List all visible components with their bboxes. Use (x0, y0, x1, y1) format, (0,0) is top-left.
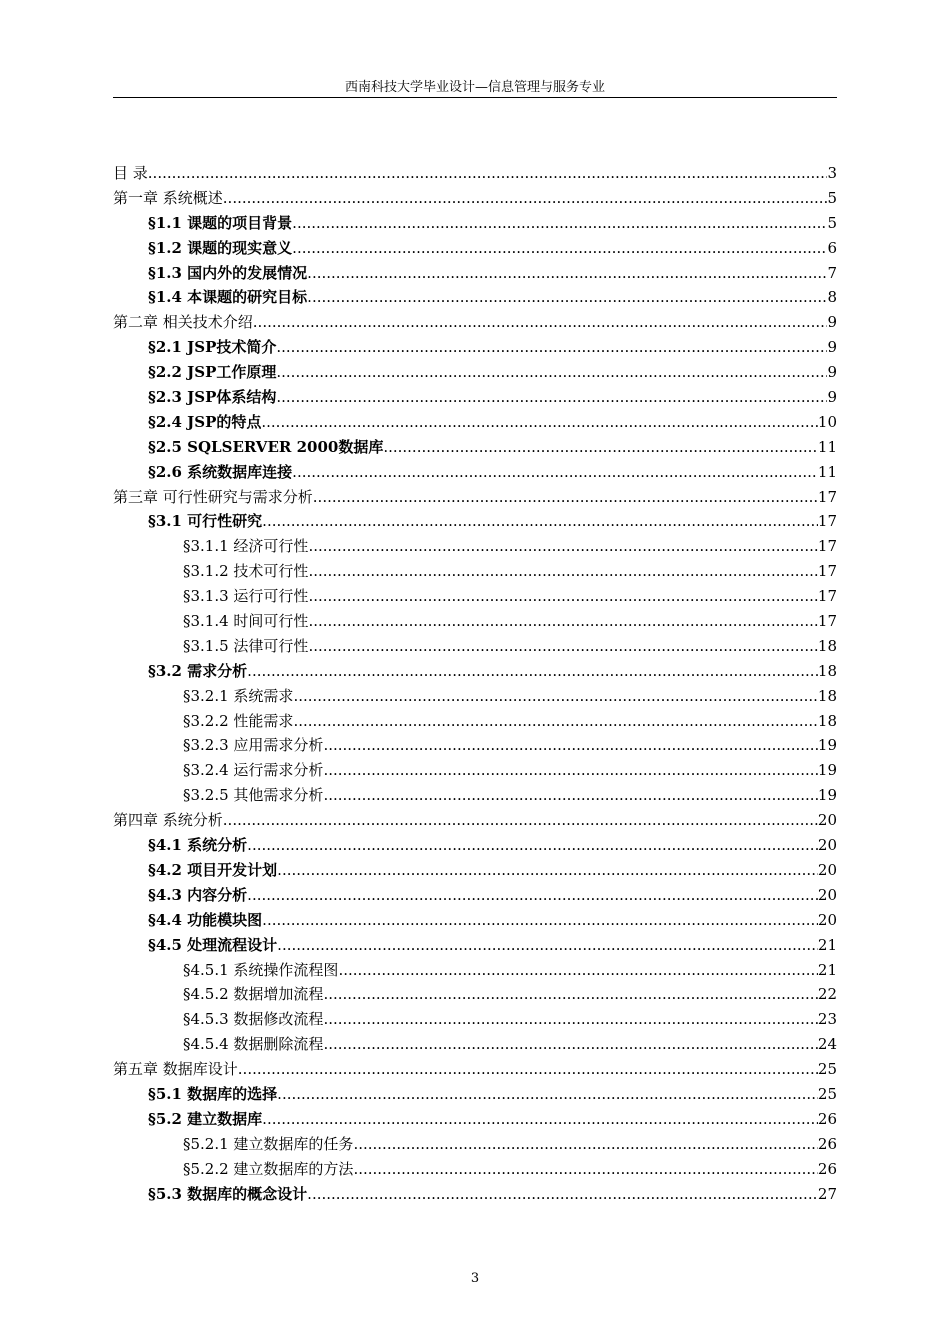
toc-entry-title: 第三章 可行性研究与需求分析 (113, 487, 313, 506)
toc-entry[interactable] (113, 584, 837, 609)
toc-leader-dots (313, 485, 818, 510)
toc-entry-page: 25 (817, 1084, 837, 1103)
toc-entry-page: 17 (817, 537, 837, 556)
toc-entry-title: §5.2.2 建立数据库的方法 (183, 1159, 354, 1178)
toc-entry-title: §4.4 功能模块图 (148, 910, 263, 929)
toc-leader-dots (292, 460, 818, 485)
toc-leader-dots (247, 659, 818, 684)
toc-entry[interactable] (113, 1007, 837, 1032)
toc-leader-dots (293, 684, 817, 709)
toc-entry-title: §4.5.4 数据删除流程 (183, 1035, 324, 1054)
toc-entry-page: 26 (817, 1109, 837, 1128)
toc-leader-dots (323, 733, 817, 758)
toc-entry-page: 17 (817, 612, 837, 631)
toc-leader-dots (323, 783, 817, 808)
toc-entry-title: 第二章 相关技术介绍 (113, 313, 253, 332)
toc-entry[interactable] (113, 1082, 837, 1107)
toc-entry-page: 17 (817, 512, 837, 531)
toc-entry-title: §3.1.4 时间可行性 (183, 612, 309, 631)
toc-entry[interactable] (113, 186, 837, 211)
toc-entry[interactable] (113, 808, 837, 833)
toc-entry-page: 19 (817, 786, 837, 805)
toc-leader-dots (277, 858, 818, 883)
header-rule (113, 97, 837, 98)
toc-entry-page: 5 (827, 188, 837, 207)
toc-entry-title: §3.2.3 应用需求分析 (183, 736, 324, 755)
toc-entry-page: 19 (817, 736, 837, 755)
toc-entry-title: 第四章 系统分析 (113, 811, 223, 830)
toc-entry-title: §1.4 本课题的研究目标 (148, 288, 308, 307)
toc-entry-title: §2.4 JSP的特点 (148, 412, 262, 431)
toc-entry[interactable] (113, 335, 837, 360)
toc-entry-page: 20 (817, 836, 837, 855)
toc-entry-page: 20 (817, 860, 837, 879)
toc-entry-title: §2.1 JSP技术简介 (148, 338, 277, 357)
toc-entry[interactable] (113, 360, 837, 385)
toc-entry-title: §5.2 建立数据库 (148, 1109, 263, 1128)
toc-entry[interactable] (113, 908, 837, 933)
toc-entry-page: 18 (817, 636, 837, 655)
toc-entry[interactable] (113, 559, 837, 584)
toc-leader-dots (262, 908, 818, 933)
toc-entry-page: 9 (827, 388, 837, 407)
toc-entry[interactable] (113, 435, 837, 460)
toc-entry-title: §4.5.1 系统操作流程图 (183, 960, 339, 979)
toc-entry[interactable] (113, 783, 837, 808)
toc-entry-page: 6 (827, 238, 837, 257)
table-of-contents (113, 161, 837, 1206)
toc-entry[interactable] (113, 509, 837, 534)
toc-leader-dots (307, 285, 827, 310)
toc-entry-title: §4.5.2 数据增加流程 (183, 985, 324, 1004)
toc-leader-dots (353, 1132, 817, 1157)
toc-leader-dots (262, 509, 818, 534)
toc-entry-page: 22 (817, 985, 837, 1004)
page-header: 西南科技大学毕业设计—信息管理与服务专业 (344, 80, 605, 95)
toc-entry-page: 3 (827, 164, 837, 182)
toc-entry-title: §3.1.2 技术可行性 (183, 562, 309, 581)
toc-entry[interactable] (113, 933, 837, 958)
toc-leader-dots (276, 360, 827, 385)
toc-leader-dots (323, 758, 817, 783)
toc-leader-dots (277, 933, 818, 958)
toc-entry-page: 7 (827, 263, 837, 282)
toc-entry[interactable] (113, 1057, 837, 1082)
toc-leader-dots (247, 833, 818, 858)
toc-entry-title: §2.3 JSP体系结构 (148, 388, 277, 407)
toc-leader-dots (223, 808, 818, 833)
toc-leader-dots (308, 584, 817, 609)
toc-entry-page: 25 (817, 1060, 837, 1079)
toc-entry-title: §5.3 数据库的概念设计 (148, 1184, 308, 1203)
toc-leader-dots (323, 1032, 817, 1057)
toc-entry-page: 17 (817, 487, 837, 506)
toc-entry-title: §4.1 系统分析 (148, 836, 248, 855)
toc-entry[interactable] (113, 758, 837, 783)
toc-entry[interactable] (113, 609, 837, 634)
toc-leader-dots (307, 1182, 818, 1207)
toc-entry-page: 17 (817, 562, 837, 581)
toc-leader-dots (292, 211, 827, 236)
toc-entry-title: §3.2 需求分析 (148, 661, 248, 680)
toc-leader-dots (276, 335, 827, 360)
toc-entry[interactable] (113, 161, 837, 186)
toc-entry[interactable] (113, 285, 837, 310)
toc-entry-page: 24 (817, 1035, 837, 1054)
toc-entry[interactable] (113, 236, 837, 261)
toc-entry-page: 8 (827, 288, 837, 307)
toc-entry[interactable] (113, 534, 837, 559)
toc-entry-page: 11 (817, 437, 837, 456)
toc-entry[interactable] (113, 858, 837, 883)
toc-entry-page: 18 (817, 661, 837, 680)
toc-entry[interactable] (113, 1182, 837, 1207)
toc-leader-dots (253, 310, 828, 335)
toc-leader-dots (293, 709, 817, 734)
toc-entry-page: 18 (817, 711, 837, 730)
toc-entry-title: §3.2.4 运行需求分析 (183, 761, 324, 780)
toc-entry-title: §3.2.2 性能需求 (183, 711, 294, 730)
toc-entry-title: §3.1.5 法律可行性 (183, 636, 309, 655)
toc-entry-title: §4.2 项目开发计划 (148, 860, 278, 879)
toc-leader-dots (308, 634, 817, 659)
toc-entry-title: §1.2 课题的现实意义 (148, 238, 293, 257)
toc-entry[interactable] (113, 261, 837, 286)
toc-leader-dots (223, 186, 828, 211)
toc-entry-title: 第五章 数据库设计 (113, 1060, 238, 1079)
toc-leader-dots (261, 410, 818, 435)
toc-entry-page: 18 (817, 686, 837, 705)
toc-leader-dots (308, 534, 817, 559)
toc-entry-page: 9 (827, 338, 837, 357)
toc-entry[interactable] (113, 1032, 837, 1057)
toc-leader-dots (276, 385, 827, 410)
page-number: 3 (470, 1271, 480, 1286)
toc-entry-page: 23 (817, 1010, 837, 1029)
toc-entry-page: 19 (817, 761, 837, 780)
toc-entry[interactable] (113, 460, 837, 485)
toc-entry-page: 10 (817, 412, 837, 431)
toc-entry-page: 11 (817, 462, 837, 481)
toc-entry-page: 26 (817, 1159, 837, 1178)
toc-entry-title: §4.5 处理流程设计 (148, 935, 278, 954)
toc-entry[interactable] (113, 310, 837, 335)
toc-entry[interactable] (113, 659, 837, 684)
toc-entry-title: §4.5.3 数据修改流程 (183, 1010, 324, 1029)
toc-entry[interactable] (113, 634, 837, 659)
toc-entry-page: 21 (817, 935, 837, 954)
toc-leader-dots (247, 883, 818, 908)
toc-entry-title: §5.2.1 建立数据库的任务 (183, 1134, 354, 1153)
toc-entry-title: §4.3 内容分析 (148, 885, 248, 904)
toc-entry[interactable] (113, 733, 837, 758)
toc-entry-page: 27 (817, 1184, 837, 1203)
toc-entry-title: §3.1.1 经济可行性 (183, 537, 309, 556)
toc-entry-page: 26 (817, 1134, 837, 1153)
toc-leader-dots (292, 236, 827, 261)
toc-entry[interactable] (113, 410, 837, 435)
toc-leader-dots (262, 1107, 818, 1132)
toc-entry-title: §2.5 SQLSERVER 2000数据库 (148, 437, 384, 456)
toc-entry[interactable] (113, 1107, 837, 1132)
toc-leader-dots (338, 958, 817, 983)
toc-leader-dots (353, 1157, 817, 1182)
toc-entry-title: §1.3 国内外的发展情况 (148, 263, 308, 282)
toc-entry[interactable] (113, 684, 837, 709)
toc-entry-title: §2.6 系统数据库连接 (148, 462, 293, 481)
toc-leader-dots (307, 261, 827, 286)
toc-entry[interactable] (113, 485, 837, 510)
toc-entry-page: 5 (827, 213, 837, 232)
toc-entry-page: 17 (817, 587, 837, 606)
toc-leader-dots (383, 435, 818, 460)
toc-entry-page: 20 (817, 885, 837, 904)
toc-entry-title: §3.1 可行性研究 (148, 512, 263, 531)
toc-entry[interactable] (113, 211, 837, 236)
toc-entry-page: 9 (827, 313, 837, 332)
toc-entry-title: §3.2.5 其他需求分析 (183, 786, 324, 805)
toc-leader-dots (238, 1057, 818, 1082)
toc-entry-page: 20 (817, 910, 837, 929)
toc-entry[interactable] (113, 709, 837, 734)
toc-entry-title: 第一章 系统概述 (113, 188, 223, 207)
toc-entry-title: §3.1.3 运行可行性 (183, 587, 309, 606)
toc-leader-dots (323, 1007, 817, 1032)
toc-entry-page: 20 (817, 811, 837, 830)
toc-entry[interactable] (113, 958, 837, 983)
toc-entry[interactable] (113, 1157, 837, 1182)
toc-entry-title: §2.2 JSP工作原理 (148, 363, 277, 382)
toc-leader-dots (308, 559, 817, 584)
toc-entry-title: 目 录 (113, 164, 148, 182)
toc-leader-dots (148, 161, 828, 186)
toc-leader-dots (277, 1082, 818, 1107)
toc-entry[interactable] (113, 1132, 837, 1157)
toc-entry-title: §3.2.1 系统需求 (183, 686, 294, 705)
toc-entry-title: §5.1 数据库的选择 (148, 1084, 278, 1103)
toc-entry-page: 9 (827, 363, 837, 382)
toc-entry[interactable] (113, 982, 837, 1007)
toc-entry[interactable] (113, 883, 837, 908)
toc-entry-title: §1.1 课题的项目背景 (148, 213, 293, 232)
toc-leader-dots (323, 982, 817, 1007)
toc-leader-dots (308, 609, 817, 634)
toc-entry[interactable] (113, 385, 837, 410)
toc-entry-page: 21 (817, 960, 837, 979)
toc-entry[interactable] (113, 833, 837, 858)
